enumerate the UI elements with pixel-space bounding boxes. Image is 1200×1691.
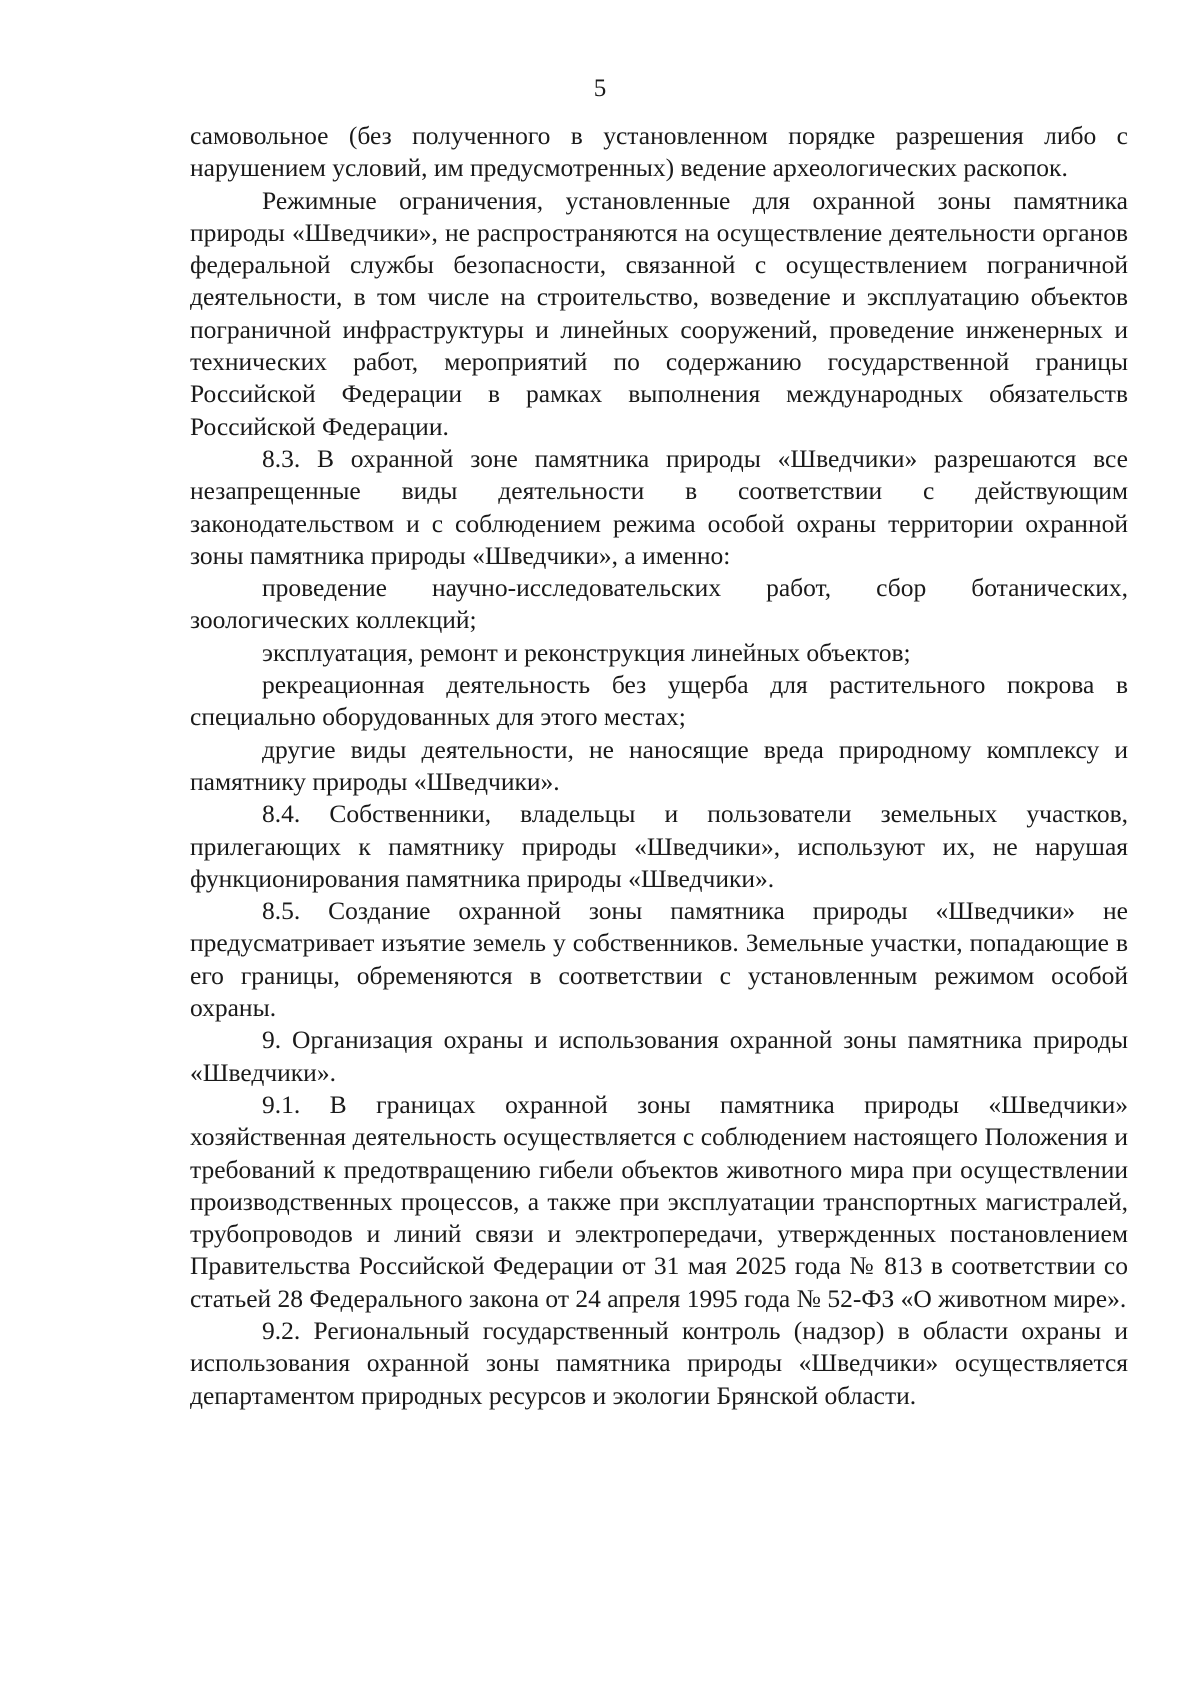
paragraph-9-2: 9.2. Региональный государственный контроль (надзор) в области охраны и использования охранной зоны памятника природы «Шведчики» осуществляется департаментом природных ресурсов и экологии Брянской области.	[190, 1315, 1128, 1410]
paragraph-8-4: 8.4. Собственники, владельцы и пользователи земельных участков, прилегающих к памятнику природы «Шведчики», используют их, не нарушая функционирования памятника природы «Шведчики».	[190, 799, 1128, 893]
list-item-linear-objects: эксплуатация, ремонт и реконструкция линейных объектов;	[262, 637, 911, 667]
document-body	[190, 120, 1128, 1412]
paragraph-9-1: 9.1. В границах охранной зоны памятника природы «Шведчики» хозяйственная деятельность осуществляется с соблюдением настоящего Положения и требований к предотвращению гибели объектов животного мира при осуществлении производственных процессов, а также при эксплуатации транспортных магистралей, трубопроводов и линий связи и электропередачи, утвержденных постановлением Правительства Российской Федерации от 31 мая 2025 года № 813 в соответствии со статьей 28 Федерального закона от 24 апреля 1995 года № 52-ФЗ «О животном мире».	[190, 1089, 1128, 1313]
list-item-recreation: рекреационная деятельность без ущерба для растительного покрова в специально оборудованных для этого местах;	[190, 670, 1128, 732]
page-number: 5	[593, 75, 607, 102]
paragraph-9: 9. Организация охраны и использования охранной зоны памятника природы «Шведчики».	[190, 1025, 1128, 1087]
paragraph-8-3: 8.3. В охранной зоне памятника природы «Шведчики» разрешаются все незапрещенные виды деятельности в соответствии с действующим законодательством и с соблюдением режима особой охраны территории охранной зоны памятника природы «Шведчики», а именно:	[190, 443, 1128, 570]
list-item-research: проведение научно-исследовательских работ, сбор ботанических, зоологических коллекций;	[190, 573, 1128, 635]
paragraph-8-5: 8.5. Создание охранной зоны памятника природы «Шведчики» не предусматривает изъятие земель у собственников. Земельные участки, попадающие в его границы, обременяются в соответствии с установленным режимом особой охраны.	[190, 896, 1128, 1023]
paragraph-continuation: самовольное (без полученного в установленном порядке разрешения либо с нарушением условий, им предусмотренных) ведение археологических раскопок.	[190, 121, 1128, 183]
list-item-other-activities: другие виды деятельности, не наносящие вреда природному комплексу и памятнику природы «Шведчики».	[190, 734, 1128, 796]
paragraph-regime-restrictions: Режимные ограничения, установленные для охранной зоны памятника природы «Шведчики», не распространяются на осуществление деятельности органов федеральной службы безопасности, связанной с осуществлением пограничной деятельности, в том числе на строительство, возведение и эксплуатацию объектов пограничной инфраструктуры и линейных сооружений, проведение инженерных и технических работ, мероприятий по содержанию государственной границы Российской Федерации в рамках выполнения международных обязательств Российской Федерации.	[190, 185, 1128, 441]
